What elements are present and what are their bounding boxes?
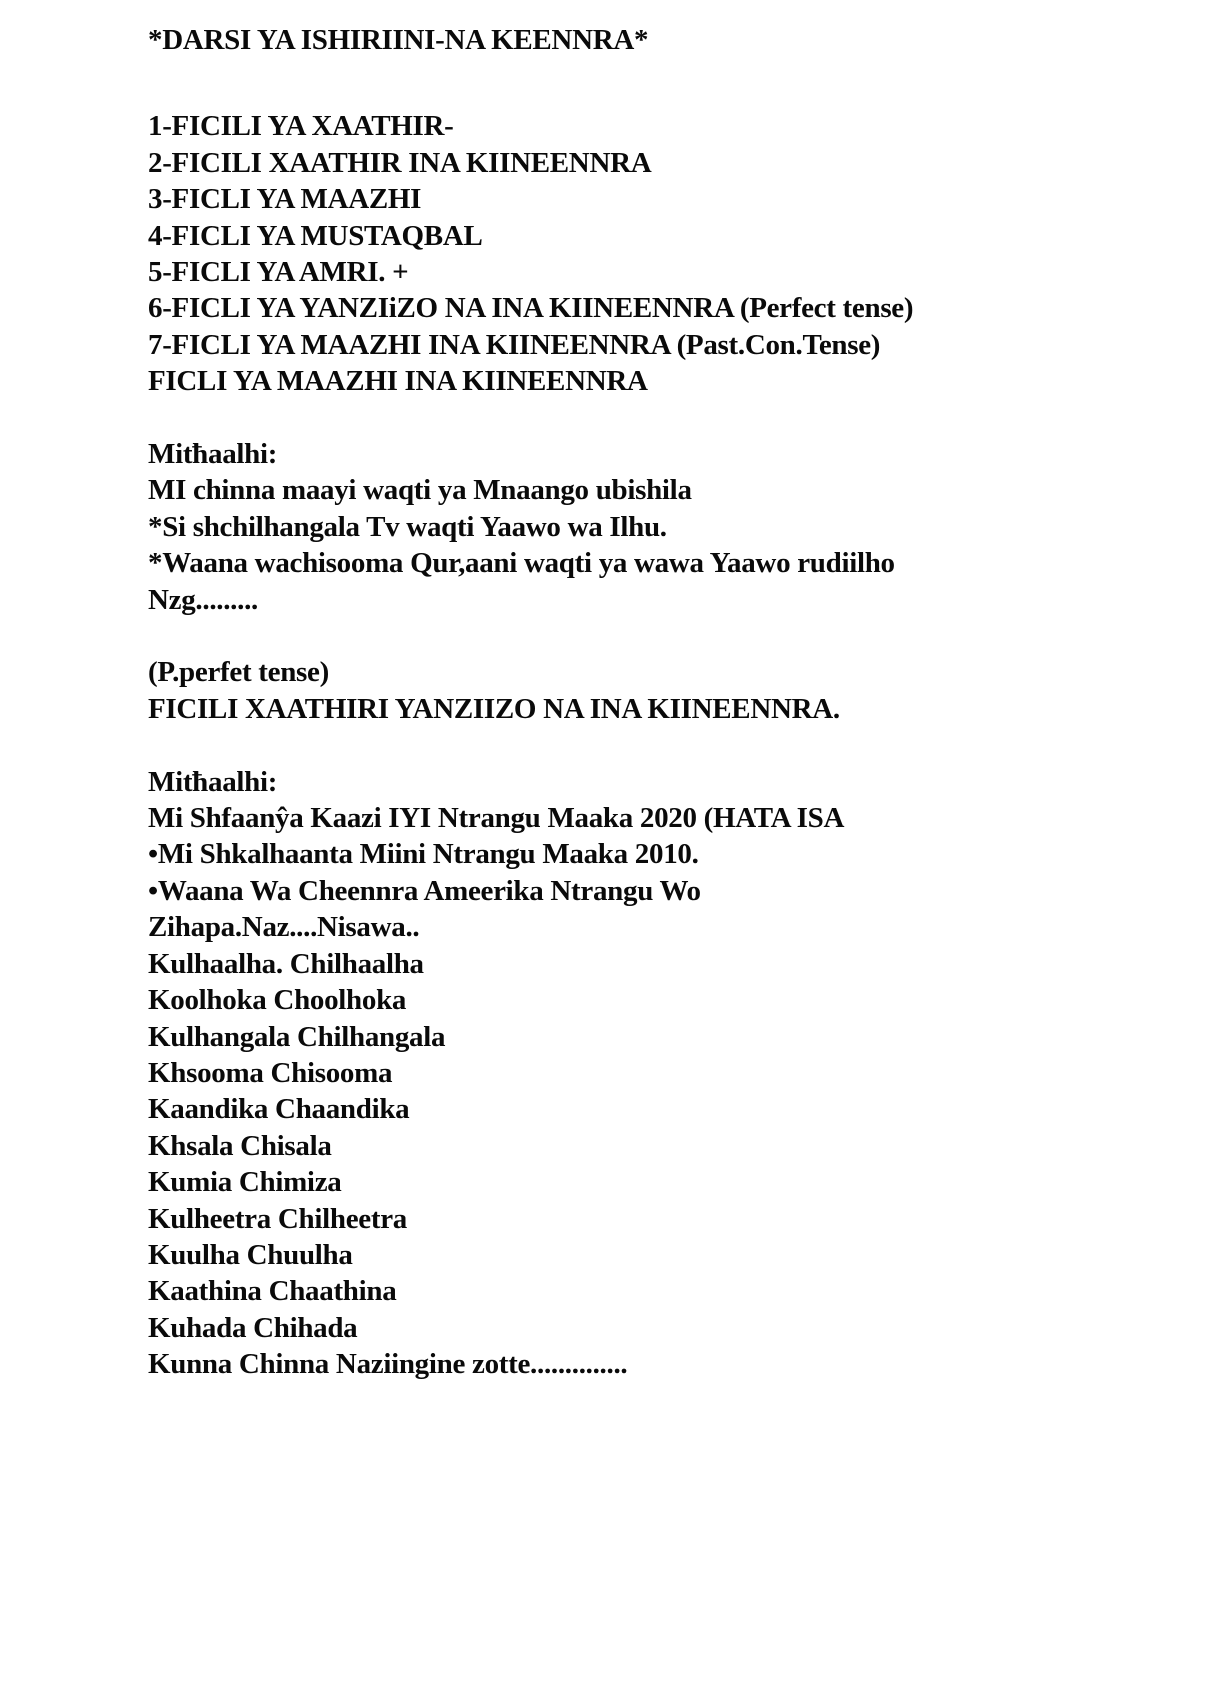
text-line: Kulhaalha. Chilhaalha [148, 947, 424, 980]
text-line: Zihapa.Naz....Nisawa.. [148, 911, 420, 944]
text-line: *Waana wachisooma Qur,aani waqti ya wawa Yaawo rudiilho [148, 547, 895, 580]
text-line: Khsala Chisala [148, 1129, 332, 1162]
paragraph-examples-perfect-and-verb-pairs [148, 764, 1155, 1383]
text-line: Kunna Chinna Naziingine zotte.............. [148, 1348, 628, 1381]
text-line: Kumia Chimiza [148, 1166, 342, 1199]
text-line: Kaandika Chaandika [148, 1093, 410, 1126]
text-line: (P.perfet tense) [148, 656, 329, 689]
text-line: FICILI XAATHIRI YANZIIZO NA INA KIINEENNRA. [148, 692, 840, 725]
text-line: FICLI YA MAAZHI INA KIINEENNRA [148, 365, 648, 398]
paragraph-examples-past-continuous [148, 436, 1155, 618]
text-line: Kulheetra Chilheetra [148, 1202, 407, 1235]
text-line: Mi Shfaanŷa Kaazi IYI Ntrangu Maaka 2020 (HATA ISA [148, 802, 845, 835]
text-line: Mitħaalhi: [148, 438, 278, 471]
text-line: Kuhada Chihada [148, 1311, 358, 1344]
text-line: 4-FICLI YA MUSTAQBAL [148, 219, 483, 252]
text-line: Mitħaalhi: [148, 765, 278, 798]
text-line: 7-FICLI YA MAAZHI INA KIINEENNRA (Past.Con.Tense) [148, 328, 881, 361]
text-line: Nzg......... [148, 583, 258, 616]
paragraph-perfect-tense-heading [148, 654, 1155, 727]
paragraph-tense-list [148, 108, 1155, 399]
text-line: Kuulha Chuulha [148, 1238, 353, 1271]
text-line: 3-FICLI YA MAAZHI [148, 183, 422, 216]
text-line: 1-FICILI YA XAATHIR- [148, 110, 454, 143]
text-line: *Si shchilhangala Tv waqti Yaawo wa Ilhu. [148, 510, 667, 543]
text-line: 5-FICLI YA AMRI. + [148, 256, 409, 289]
text-line: MI chinna maayi waqti ya Mnaango ubishila [148, 474, 692, 507]
text-line: Khsooma Chisooma [148, 1056, 393, 1089]
text-line: •Mi Shkalhaanta Miini Ntrangu Maaka 2010. [148, 838, 699, 871]
text-line: 6-FICLI YA YANZIiZO NA INA KIINEENNRA (Perfect tense) [148, 292, 914, 325]
text-line: •Waana Wa Cheennra Ameerika Ntrangu Wo [148, 874, 701, 907]
text-line: Kaathina Chaathina [148, 1275, 397, 1308]
document-title: *DARSI YA ISHIRIINI-NA KEENNRA* [148, 24, 649, 56]
text-line: Kulhangala Chilhangala [148, 1020, 446, 1053]
text-line: Koolhoka Choolhoka [148, 984, 407, 1017]
text-line: 2-FICILI XAATHIR INA KIINEENNRA [148, 146, 652, 179]
